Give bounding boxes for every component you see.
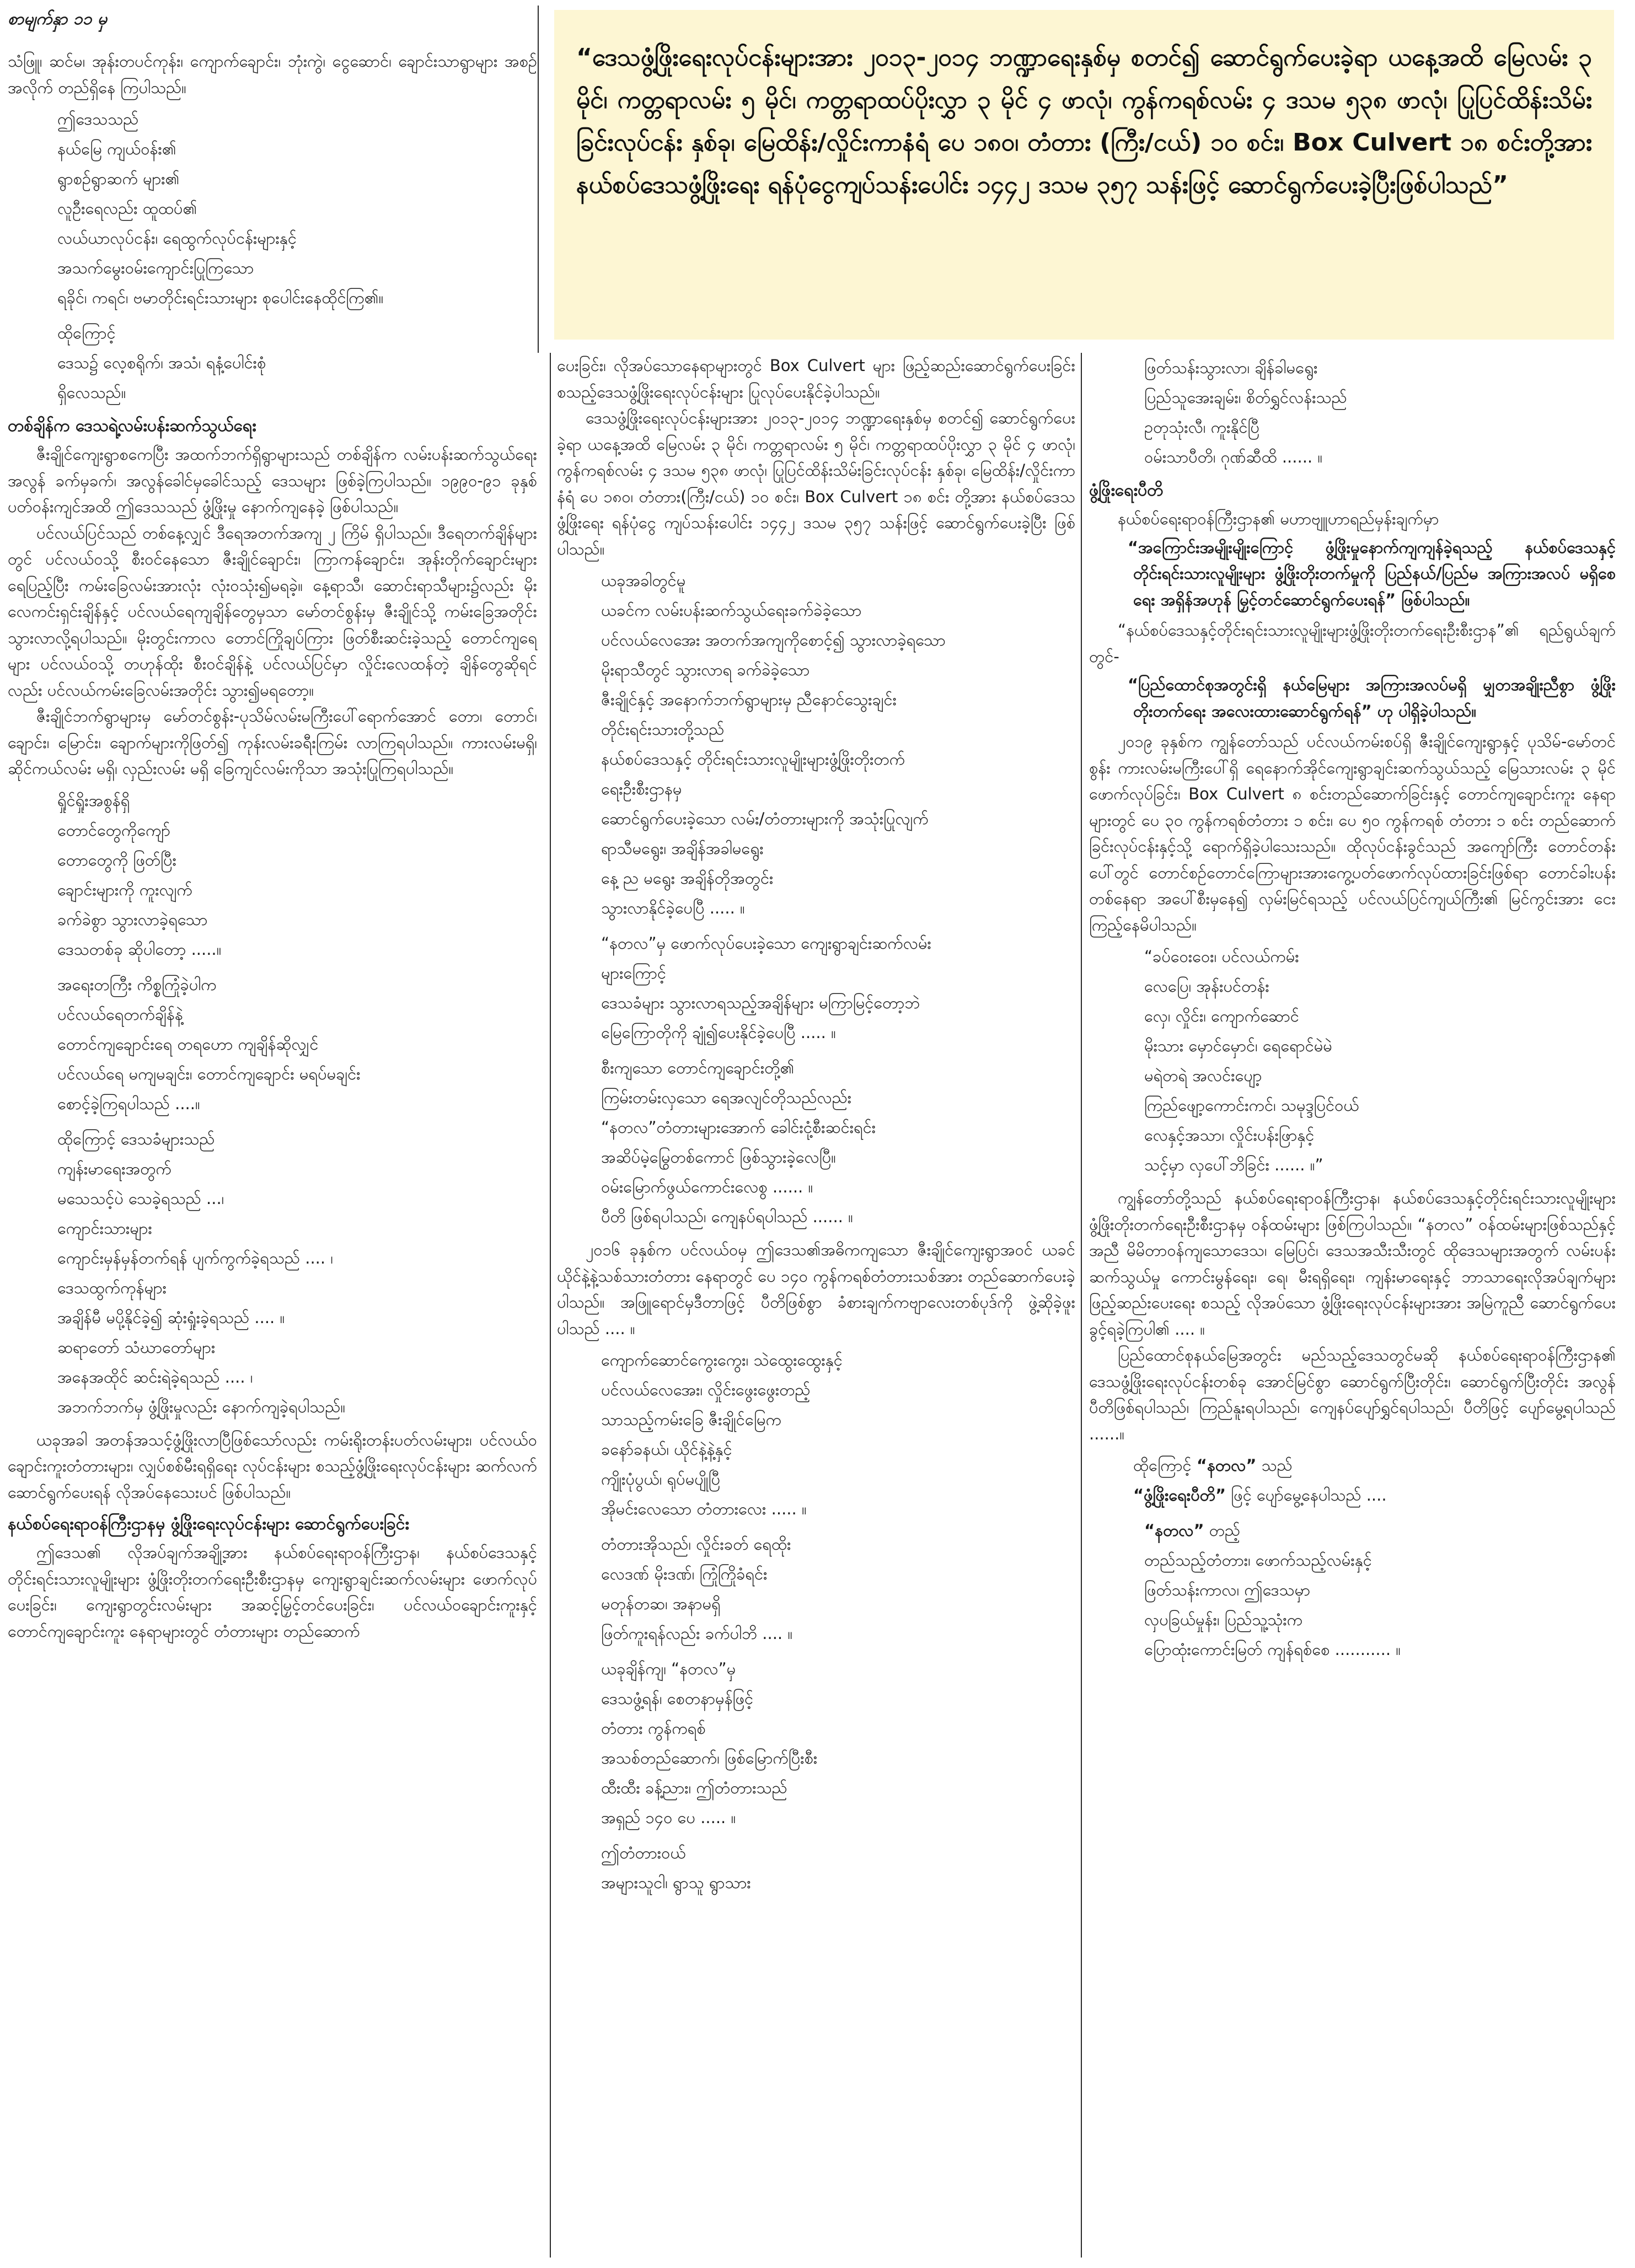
poem-line: ကျောက်ဆောင်ကွေးကွေး၊ သဲထွေးထွေးနှင့်	[601, 1351, 843, 1369]
poem-line: ယခုအခါတွင်မူ	[601, 571, 686, 590]
poem-line: လယ်ယာလုပ်ငန်း၊ ရေထွက်လုပ်ငန်းများနှင့်	[57, 229, 297, 248]
poem-stanza	[557, 928, 1075, 1047]
paragraph: ဒေသဖွံ့ဖြိုးရေးလုပ်ငန်းများအား ၂၀၁၃-၂၀၁၄ ဘဏ္ဍာရေးနှစ်မှ စတင်၍ ဆောင်ရွက်ပေးခဲ့ရာ ယနေ့အထိ မြေလမ်း ၃ မိုင်၊ ကတ္တရာလမ်း ၅ မိုင်၊ ကတ္တရာထပ်ပိုးလွှာ ၃ မိုင် ၄ ဖာလုံ၊ ကွန်ကရစ်လမ်း ၄ ဒသမ ၅၃၈ ဖာလုံ၊ ပြုပြင်ထိန်းသိမ်းခြင်းလုပ်ငန်း နှစ်ခု၊ မြေထိန်း/လှိုင်းကာနံရံ ပေ ၁၈၀၊ တံတား(ကြီး/ငယ်) ၁၀ စင်း၊ Box Culvert ၁၈ စင်း တို့အား နယ်စပ်ဒေသဖွံ့ဖြိုးရေး ရန်ပုံငွေ ကျပ်သန်းပေါင်း ၁၄၄၂ ဒသမ ၃၅၇ သန်းဖြင့် ဆောင်ရွက်ပေးခဲ့ပြီး ဖြစ်ပါသည်။	[557, 409, 1075, 558]
poem-line: အများသူငါ၊ ရွာသူ ရွာသား	[601, 1873, 751, 1892]
poem-line: ဖြတ်ကူးရန်လည်း ခက်ပါဘိ .... ။	[601, 1624, 793, 1643]
poem-line: လှေ၊ လှိုင်း၊ ကျောက်ဆောင်	[1144, 1007, 1299, 1025]
poem-line: ဖြတ်သန်းကာလ၊ ဤဒေသမှာ	[1144, 1581, 1311, 1599]
poem-line: လေပြေ၊ အုန်းပင်တန်း	[1144, 977, 1269, 996]
poem-line: ပြောထုံးကောင်းမြတ် ကျန်ရစ်စေ ........... ။	[1144, 1640, 1401, 1659]
paragraph: ယခုအခါ အတန်အသင့်ဖွံ့ဖြိုးလာပြီဖြစ်သော်လည်း ကမ်းရိုးတန်းပတ်လမ်းများ၊ ပင်လယ်ဝ ချောင်းကူးတံတားများ၊ လျှပ်စစ်မီးရရှိရေး လုပ်ငန်းများ စသည့်ဖွံ့ဖြိုးရေးလုပ်ငန်းများ ဆက်လက်ဆောင်ရွက်ပေးရန် လိုအပ်နေသေးပင် ဖြစ်ပါသည်။	[8, 1430, 537, 1502]
poem-line: တောင်ကျချောင်းရေ တရဟော ကျချိန်ဆိုလျှင်	[57, 1034, 319, 1054]
poem-line: တိုင်းရင်းသားတို့သည်	[601, 720, 725, 739]
poem-line: အရှည် ၁၄၀ ပေ ..... ။	[601, 1808, 736, 1827]
paragraph: ဇီးချိုင်ဘက်ရွာများမှ မော်တင်စွန်း-ပုသိမ်လမ်းမကြီးပေါ်ရောက်အောင် တော၊ တောင်၊ ချောင်း၊ မြောင်း၊ ချောက်များကိုဖြတ်၍ ကုန်းလမ်းခရီးကြမ်း လာကြရပါသည်။ ကားလမ်းမရှိ၊ ဆိုင်ကယ်လမ်း မရှိ၊ လှည်းလမ်း မရှိ ခြေကျင်လမ်းကိုသာ အသုံးပြုကြရပါသည်။	[8, 707, 537, 778]
poem-line: အချိန်မီ မပို့နိုင်ခဲ့၍ ဆုံးရှုံးခဲ့ရသည် .... ။	[57, 1308, 285, 1327]
poem-line: ဆရာတော် သံဃာတော်များ	[57, 1337, 216, 1357]
poem-line: အနေအထိုင် ဆင်းရဲခဲ့ရသည် .... ၊	[57, 1367, 253, 1386]
poem-line: ဇီးချိုင်နှင့် အနောက်ဘက်ရွာများမှ ညီနောင်သွေးချင်း	[601, 690, 897, 709]
poem-stanza	[8, 786, 537, 964]
poem-line: “နတလ”တံတားများအောက် ခေါင်းငုံ့စီးဆင်းရင်း	[601, 1118, 876, 1137]
poem-stanza	[8, 970, 537, 1119]
poem-line: ဒေသခံများ သွားလာရသည့်အချိန်များ မကြာမြင့်တော့ဘဲ	[601, 993, 920, 1012]
poem-stanza	[557, 1654, 1075, 1832]
poem-line: ပင်လယ်ရေတက်ချိန်နဲ့	[57, 1004, 183, 1024]
highlight-callout: “ဒေသဖွံ့ဖြိုးရေးလုပ်ငန်းများအား ၂၀၁၃-၂၀၁၄ ဘဏ္ဍာရေးနှစ်မှ စတင်၍ ဆောင်ရွက်ပေးခဲ့ရာ ယနေ့အထိ မြေလမ်း ၃ မိုင်၊ ကတ္တရာလမ်း ၅ မိုင်၊ ကတ္တရာထပ်ပိုးလွှာ ၃ မိုင် ၄ ဖာလုံ၊ ကွန်ကရစ်လမ်း ၄ ဒသမ ၅၃၈ ဖာလုံ၊ ပြုပြင်ထိန်းသိမ်းခြင်းလုပ်ငန်း နှစ်ခု၊ မြေထိန်း/လှိုင်းကာနံရံ ပေ ၁၈၀၊ တံတား (ကြီး/ငယ်) ၁၀ စင်း၊ Box Culvert ၁၈ စင်းတို့အား နယ်စပ်ဒေသဖွံ့ဖြိုးရေး ရန်ပုံငွေကျပ်သန်းပေါင်း ၁၄၄၂ ဒသမ ၃၅၇ သန်းဖြင့် ဆောင်ရွက်ပေးခဲ့ပြီးဖြစ်ပါသည်”	[554, 10, 1614, 340]
poem-line: အရေးတကြီး ကိစ္စကြုံခဲ့ပါက	[57, 975, 217, 994]
poem-line: ယခုချိန်ကျ၊ “နတလ”မှ	[601, 1659, 736, 1678]
column-divider	[1081, 353, 1082, 2258]
closing-line: ထိုကြောင့် “နတလ” သည်	[1133, 1456, 1293, 1475]
poem-line: ဆောင်ရွက်ပေးခဲ့သော လမ်း/တံတားများကို အသုံးပြုလျက်	[601, 809, 929, 828]
poem-line: သွားလာနိုင်ခဲ့ပေပြီ ..... ။	[601, 899, 745, 917]
poem-line: ဝမ်းမြောက်ဖွယ်ကောင်းလေစွ ...... ။	[601, 1178, 813, 1196]
poem-line: ပင်လယ်ရေ မကျမချင်း၊ တောင်ကျချောင်း မရပ်မချင်း	[57, 1064, 361, 1083]
poem-line: တံတား ကွန်ကရစ်	[601, 1719, 706, 1738]
poem-stanza	[557, 1838, 1075, 1898]
quoted-goal: “အကြောင်းအမျိုးမျိုးကြောင့် ဖွံ့ဖြိုးမှုနောက်ကျကျန်ခဲ့ရသည့် နယ်စပ်ဒေသနှင့် တိုင်းရင်းသားလူမျိုးများ ဖွံ့ဖြိုးတိုးတက်မှုကို ပြည်နယ်/ပြည်မ အကြားအလပ် မရှိစေ ရေး အရှိန်အဟုန် မြှင့်တင်ဆောင်ရွက်ပေးရန်” ဖြစ်ပါသည်။	[1128, 538, 1616, 609]
paragraph: ပြည်ထောင်စုနယ်မြေအတွင်း မည်သည့်ဒေသတွင်မဆို နယ်စပ်ရေးရာဝန်ကြီးဌာန၏ ဒေသဖွံ့ဖြိုးရေးလုပ်ငန်းတစ်ခု အောင်မြင်စွာ ဆောင်ရွက်ပြီးတိုင်း၊ ဆောင်ရွက်ပြီးတိုင်း အလွန်ပီတိဖြစ်ရပါသည်၊ ကြည်နူးရပါသည်၊ ကျေနပ်ပျော်ရွှင်ရပါသည်၊ ပီတိဖြင့် ပျော်မွေ့ရပါသည် ......။	[1089, 1346, 1616, 1443]
poem-line: မိုးရာသီတွင် သွားလာရ ခက်ခဲခဲ့သော	[601, 660, 810, 679]
poem-stanza	[8, 318, 537, 407]
paragraph: သံဖြူ၊ ဆင်မ၊ အုန်းတပင်ကုန်း၊ ကျောက်ချောင်း၊ ဘုံးကွဲ၊ ငွေဆောင်၊ ချောင်းသာရွာများ အစဉ်အလိုက် တည်ရှိနေ ကြပါသည်။	[8, 52, 537, 97]
poem-line: မတုန်တဆ၊ အနာမရှိ	[601, 1594, 721, 1613]
quoted-objective: “ပြည်ထောင်စုအတွင်းရှိ နယ်မြေများ အကြားအလပ်မရှိ မျှတအချိုးညီစွာ ဖွံ့ဖြိုးတိုးတက်ရေး အလေးထားဆောင်ရွက်ရန်” ဟု ပါရှိခဲ့ပါသည်။	[1128, 675, 1616, 721]
poem-line: စောင့်ခဲ့ကြရပါသည် ....။	[57, 1094, 200, 1113]
poem-stanza	[557, 566, 1075, 923]
poem-line: ကျန်းမာရေးအတွက်	[57, 1159, 171, 1178]
poem-line: အသစ်တည်ဆောက်၊ ဖြစ်မြောက်ပြီးစီး	[601, 1749, 818, 1767]
poem-line: ဥတုသုံးလီ၊ ကူးနိုင်ပြီ	[1144, 418, 1259, 437]
poem-line: ဤဒေသသည်	[57, 110, 139, 128]
poem-line: စီးကျသော တောင်ကျချောင်းတို့၏	[601, 1058, 795, 1077]
poem-stanza	[1089, 1515, 1616, 1664]
poem-line: ရခိုင်၊ ကရင်၊ ဗမာတိုင်းရင်းသားများ စုပေါင်းနေထိုင်ကြ၏။	[57, 288, 384, 307]
poem-line: ဒေသထွက်ကုန်များ	[57, 1278, 167, 1297]
poem-line: နယ်မြေ ကျယ်ဝန်း၏	[57, 139, 176, 158]
paragraph: ဤဒေသ၏ လိုအပ်ချက်အချို့အား နယ်စပ်ရေးရာဝန်ကြီးဌာန၊ နယ်စပ်ဒေသနှင့်တိုင်းရင်းသားလူမျိုးများ ဖွံ့ဖြိုးတိုးတက်ရေးဦးစီးဌာနမှ ကျေးရွာချင်းဆက်လမ်းများ ဖောက်လုပ်ပေးခြင်း၊ ကျေးရွာတွင်းလမ်းများ အဆင့်မြှင့်တင်ပေးခြင်း၊ ပင်လယ်ဝချောင်းကူးနှင့် တောင်ကျချောင်းကူး နေရာများတွင် တံတားများ တည်ဆောက်	[8, 1543, 537, 1641]
poem-line: တံတားအိုသည်၊ လှိုင်းခတ် ရေထိုး	[601, 1535, 791, 1554]
continued-from-label: စာမျက်နှာ ၁၁ မှ	[8, 9, 108, 29]
poem-line: ထီးထီး ခန့်ညား၊ ဤတံတားသည်	[601, 1778, 787, 1797]
section-heading: နယ်စပ်ရေးရာဝန်ကြီးဌာနမှ ဖွံ့ဖြိုးရေးလုပ်ငန်းများ ဆောင်ရွက်ပေးခြင်း	[8, 1514, 410, 1534]
paragraph: နယ်စပ်ရေးရာဝန်ကြီးဌာန၏ မဟာဗျူဟာရည်မှန်းချက်မှာ	[1118, 509, 1439, 528]
poem-stanza	[557, 1345, 1075, 1524]
poem-line: သာသည့်ကမ်းခြေ ဇီးချိုင်မြေက	[601, 1410, 781, 1429]
poem-line: ကျောင်းသားများ	[57, 1218, 152, 1238]
poem-line: ထိုကြောင့်	[57, 324, 116, 342]
poem-line: “နတလ”မှ ဖောက်လုပ်ပေးခဲ့သော ကျေးရွာချင်းဆက်လမ်း	[601, 934, 931, 953]
poem-line: ရာသီမရွေး၊ အချိန်အခါမရွေး	[601, 839, 764, 858]
poem-line: အဆိပ်မဲ့မြွေတစ်ကောင် ဖြစ်သွားခဲ့လေပြီ။	[601, 1148, 836, 1167]
column-2	[557, 353, 1075, 1903]
paragraph: ပင်လယ်ပြင်သည် တစ်နေ့လျှင် ဒီရေအတက်အကျ ၂ ကြိမ် ရှိပါသည်။ ဒီရေတက်ချိန်များတွင် ပင်လယ်ဝသို့ စီးဝင်နေသော ဇီးချိုင်ချောင်း၊ ကြာကန်ချောင်း၊ အုန်းတိုက်ချောင်းများ ရေပြည့်ပြီး ကမ်းခြေလမ်းအားလုံး လုံးဝသုံး၍မရခဲ့။ နေ့ရာသီ၊ ဆောင်းရာသီများ၌လည်း မိုးလေကင်းရှင်းချိန်နှင့် ပင်လယ်ရေကျချိန်တွေမှသာ မော်တင်စွန်းမှ ဇီးချိုင်သို့ ကမ်းခြေအတိုင်း သွားလာလို့ရပါသည်။ မိုးတွင်းကာလ တောင်ကြိုချပ်ကြား ဖြတ်စီးဆင်းခဲ့သည့် တောင်ကျရေများ ပင်လယ်ဝသို့ တဟုန်ထိုး စီးဝင်ချိန်နဲ့ ပင်လယ်ပြင်မှာ လှိုင်းလေထန်တဲ့ ချိန်တွေဆိုရင်လည်း ပင်လယ်ကမ်းခြေလမ်းအတိုင်း သွား၍မရတော့။	[8, 523, 537, 700]
paragraph: ကျွန်တော်တို့သည် နယ်စပ်ရေးရာဝန်ကြီးဌာန၊ နယ်စပ်ဒေသနှင့်တိုင်းရင်းသားလူမျိုးများ ဖွံ့ဖြိုးတိုးတက်ရေးဦးစီးဌာနမှ ဝန်ထမ်းများ ဖြစ်ကြပါသည်။ “နတလ” ဝန်ထမ်းများဖြစ်သည်နှင့်အညီ မိမိတာဝန်ကျသောဒေသ၊ မြေပြင်၊ ဒေသအသီးသီးတွင် ထိုဒေသများအတွက် လမ်းပန်းဆက်သွယ်မှု ကောင်းမွန်ရေး၊ ရေ၊ မီးရရှိရေး၊ ကျန်းမာရေးနှင့် ဘာသာရေးလိုအပ်ချက်များ ဖြည့်ဆည်းပေးရေး စသည့် လိုအပ်သော ဖွံ့ဖြိုးရေးလုပ်ငန်းများအား အမြဲကူညီ ဆောင်ရွက်ပေးခွင့်ရခဲ့ကြပါ၏ .... ။	[1089, 1189, 1616, 1339]
poem-line: ပီတိ ဖြစ်ရပါသည်၊ ကျေနပ်ရပါသည် ...... ။	[601, 1207, 853, 1226]
poem-line: ကြမ်းတမ်းလှသော ရေအလျင်တိုသည်လည်း	[601, 1088, 852, 1107]
paragraph: ဇီးချိုင်ကျေးရွာစကေပြီး အထက်ဘက်ရှိရွာများသည် တစ်ချိန်က လမ်းပန်းဆက်သွယ်ရေး အလွန် ခက်မှခက်၊ အလွန်ခေါင်မှခေါင်သည့် ဒေသများ ဖြစ်ခဲ့ကြပါသည်။ ၁၉၉၀-၉၁ ခုနှစ် ပတ်ဝန်းကျင်အထိ ဤဒေသသည် ဖွံ့ဖြိုးမှု နောက်ကျနေခဲ့ ဖြစ်ပါသည်။	[8, 445, 537, 516]
poem-line: နယ်စပ်ဒေသနှင့် တိုင်းရင်းသားလူမျိုးများဖွံ့ဖြိုးတိုးတက်	[601, 750, 905, 768]
poem-line: မသေသင့်ပဲ သေခဲ့ရသည် ...၊	[57, 1189, 224, 1208]
poem-stanza	[1089, 942, 1616, 1180]
poem-line: မရဲတရဲ အလင်းပျော့	[1144, 1066, 1262, 1085]
column-3	[1089, 353, 1616, 1670]
poem-stanza	[1089, 353, 1616, 472]
poem-line: များကြောင့်	[601, 964, 667, 982]
poem-line: ကျိုးပုံပွယ်၊ ရုပ်မပျိုပြီ	[601, 1470, 720, 1488]
poem-line: သင့်မှာ လှပေါ်ဘိခြင်း ...... ။”	[1144, 1156, 1323, 1174]
poem-line: ဤတံတားဝယ်	[601, 1844, 686, 1862]
column-divider	[550, 353, 551, 2258]
poem-stanza	[557, 1529, 1075, 1648]
poem-line: တောင်တွေကိုကျော်	[57, 820, 170, 840]
poem-line: ဒေသဖွံ့ရန်၊ စေတနာမှန်ဖြင့်	[601, 1689, 754, 1708]
poem-line: ပင်လယ်လေအေး အတက်အကျကိုစောင့်၍ သွားလာခဲ့ရသော	[601, 631, 946, 649]
poem-line: တည်သည့်တံတား၊ ဖောက်သည့်လမ်းနှင့်	[1144, 1551, 1372, 1570]
poem-line: အဘက်ဘက်မှ ဖွံ့ဖြိုးမှုလည်း နောက်ကျခဲ့ရပါသည်။	[57, 1397, 346, 1416]
poem-line: “နတလ” တည့်	[1144, 1521, 1241, 1540]
poem-line: လှပခြယ်မှုန်း၊ ပြည်သူ့သုံးက	[1144, 1610, 1303, 1629]
poem-line: ကြည်ဖျော့ကောင်းကင်၊ သမုဒ္ဒပြင်ဝယ်	[1144, 1096, 1359, 1115]
poem-line: ရှိလေသည်။	[57, 383, 126, 402]
poem-line: ကျောင်းမှန်မှန်တက်ရန် ပျက်ကွက်ခဲ့ရသည် .... ၊	[57, 1248, 333, 1267]
paragraph: “နယ်စပ်ဒေသနှင့်တိုင်းရင်းသားလူမျိုးများဖွံ့ဖြိုးတိုးတက်ရေးဦးစီးဌာန”၏ ရည်ရွယ်ချက်တွင်-	[1089, 621, 1616, 666]
paragraph: ၂၀၁၆ ခုနှစ်က ပင်လယ်ဝမှ ဤဒေသ၏အဓိကကျသော ဇီးချိုင်ကျေးရွာအဝင် ယခင်ယိုင်နဲ့နဲ့သစ်သားတံတား နေရာတွင် ပေ ၁၄၀ ကွန်ကရစ်တံတားသစ်အား တည်ဆောက်ပေးခဲ့ပါသည်။ အဖြူရောင်မှဒီတာဖြင့် ပီတိဖြစ်စွာ ခံစားချက်ကဗျာလေးတစ်ပုဒ်ကို ဖွဲ့ဆိုခဲ့ဖူးပါသည် .... ။	[557, 1240, 1075, 1338]
poem-stanza	[8, 1124, 537, 1422]
poem-line: ထိုကြောင့် ဒေသခံများသည်	[57, 1129, 215, 1148]
paragraph: ၂၀၁၉ ခုနှစ်က ကျွန်တော်သည် ပင်လယ်ကမ်းစပ်ရှိ ဇီးချိုင်ကျေးရွာနှင့် ပုသိမ်-မော်တင်စွန်း ကားလမ်းမကြီးပေါ်ရှိ ရေနောက်အိုင်ကျေးရွာချင်းဆက်သွယ်သည့် မြေသားလမ်း ၃ မိုင် ဖောက်လုပ်ခြင်း၊ Box Culvert ၈ စင်းတည်ဆောက်ခြင်းနှင့် တောင်ကျချောင်းကူး နေရာများတွင် ပေ ၃၀ ကွန်ကရစ်တံတား ၁ စင်း၊ ပေ ၅၀ ကွန်ကရစ် တံတား ၁ စင်း တည်ဆောက်ခြင်းလုပ်ငန်းနှင့်သို့ ရောက်ရှိခဲ့ပါသေးသည်။ ထိုလုပ်ငန်းခွင်သည် အကျော်ကြီး တောင်တန်းပေါ်တွင် တောင်စဉ်တောင်ကြောများအားကွေ့ပတ်ဖောက်လုပ်ထားခြင်းဖြစ်ရာ တောင်ခါးပန်းတစ်နေရာ အပေါ်စီးမှနေ၍ လှမ်းမြင်ရသည့် ပင်လယ်ပြင်ကျယ်ကြီး၏ မြင်ကွင်းအား ငေးကြည့်နေမိပါသည်။	[1089, 732, 1616, 934]
section-heading: ဖွံ့ဖြိုးရေးပီတိ	[1089, 481, 1164, 500]
poem-line: မြေကြောတိုကို ချုံ၍ပေးနိုင်ခဲ့ပေပြီ ..... ။	[601, 1023, 836, 1042]
poem-line: တောတွေကို ဖြတ်ပြီး	[57, 850, 176, 869]
poem-line: ခနော်ခနယ်၊ ယိုင်နဲ့နဲ့နှင့်	[601, 1440, 732, 1459]
paragraph: ပေးခြင်း၊ လိုအပ်သောနေရာများတွင် Box Culvert များ ဖြည့်ဆည်းဆောင်ရွက်ပေးခြင်း စသည့်ဒေသဖွံ့ဖြိုးရေးလုပ်ငန်းများ ပြုလုပ်ပေးနိုင်ခဲ့ပါသည်။	[557, 356, 1075, 401]
poem-line: ဒေသတစ်ခု ဆိုပါတော့ .....။	[57, 939, 222, 959]
poem-line: ဒေသ၌ လေ့စရိုက်၊ အသံ၊ ရနံ့ပေါင်းစုံ	[57, 353, 266, 372]
closing-line: “ဖွံ့ဖြိုးရေးပီတိ” ဖြင့် ပျော်မွေ့နေပါသည် ....	[1133, 1486, 1387, 1504]
poem-line: ဝမ်းသာပီတိ၊ ဂုဏ်ဆီထိ ...... ။	[1144, 448, 1323, 466]
poem-line: ရေးဦးစီးဌာနမှ	[601, 780, 682, 798]
poem-line: လူဦးရေလည်း ထူထပ်၏	[57, 199, 197, 218]
poem-line: အသက်မွေးဝမ်းကျောင်းပြုကြသော	[57, 259, 254, 277]
poem-line: ပြည်သူအေးချမ်း၊ စိတ်ရွှင်လန်းသည်	[1144, 388, 1347, 407]
poem-line: အိုမင်းလေသော တံတားလေး ..... ။	[601, 1500, 807, 1518]
poem-line: ဖြတ်သန်းသွားလာ၊ ချိန်ခါမရွေး	[1144, 358, 1318, 377]
poem-line: ပင်လယ်လေအေး၊ လှိုင်းဖွေးဖွေးတည့်	[601, 1380, 811, 1399]
poem-stanza	[8, 104, 537, 313]
poem-line: လေဒဏ် မိုးဒဏ်၊ ကြုံကြိုခံရင်း	[601, 1565, 768, 1583]
poem-line: ချောင်းများကို ကူးလျက်	[57, 880, 192, 899]
poem-line: နေ့ ည မရွေး အချိန်တိုအတွင်း	[601, 869, 774, 888]
poem-stanza	[557, 1053, 1075, 1232]
poem-line: ရွာစဉ်ရွာဆက် များ၏	[57, 169, 180, 188]
poem-line: ခက်ခဲစွာ သွားလာခဲ့ရသော	[57, 910, 208, 929]
column-divider	[538, 6, 539, 353]
column-1	[8, 49, 537, 1644]
poem-line: လေနှင့်အသာ၊ လှိုင်းပန်းဖြာနှင့်	[1144, 1126, 1315, 1144]
closing-lines	[1089, 1450, 1616, 1510]
poem-line: “ခပ်ဝေးဝေး၊ ပင်လယ်ကမ်း	[1144, 947, 1299, 966]
poem-line: ရှိုင်ရှိုးအစွန်ရှိ	[57, 791, 130, 810]
poem-line: ယခင်က လမ်းပန်းဆက်သွယ်ရေးခက်ခဲခဲ့သော	[601, 601, 862, 620]
poem-line: မိုးသား မှောင်မှောင်၊ ရေရောင်မဲမဲ	[1144, 1036, 1332, 1055]
section-heading: တစ်ချိန်က ဒေသရဲ့လမ်းပန်းဆက်သွယ်ရေး	[8, 416, 256, 436]
